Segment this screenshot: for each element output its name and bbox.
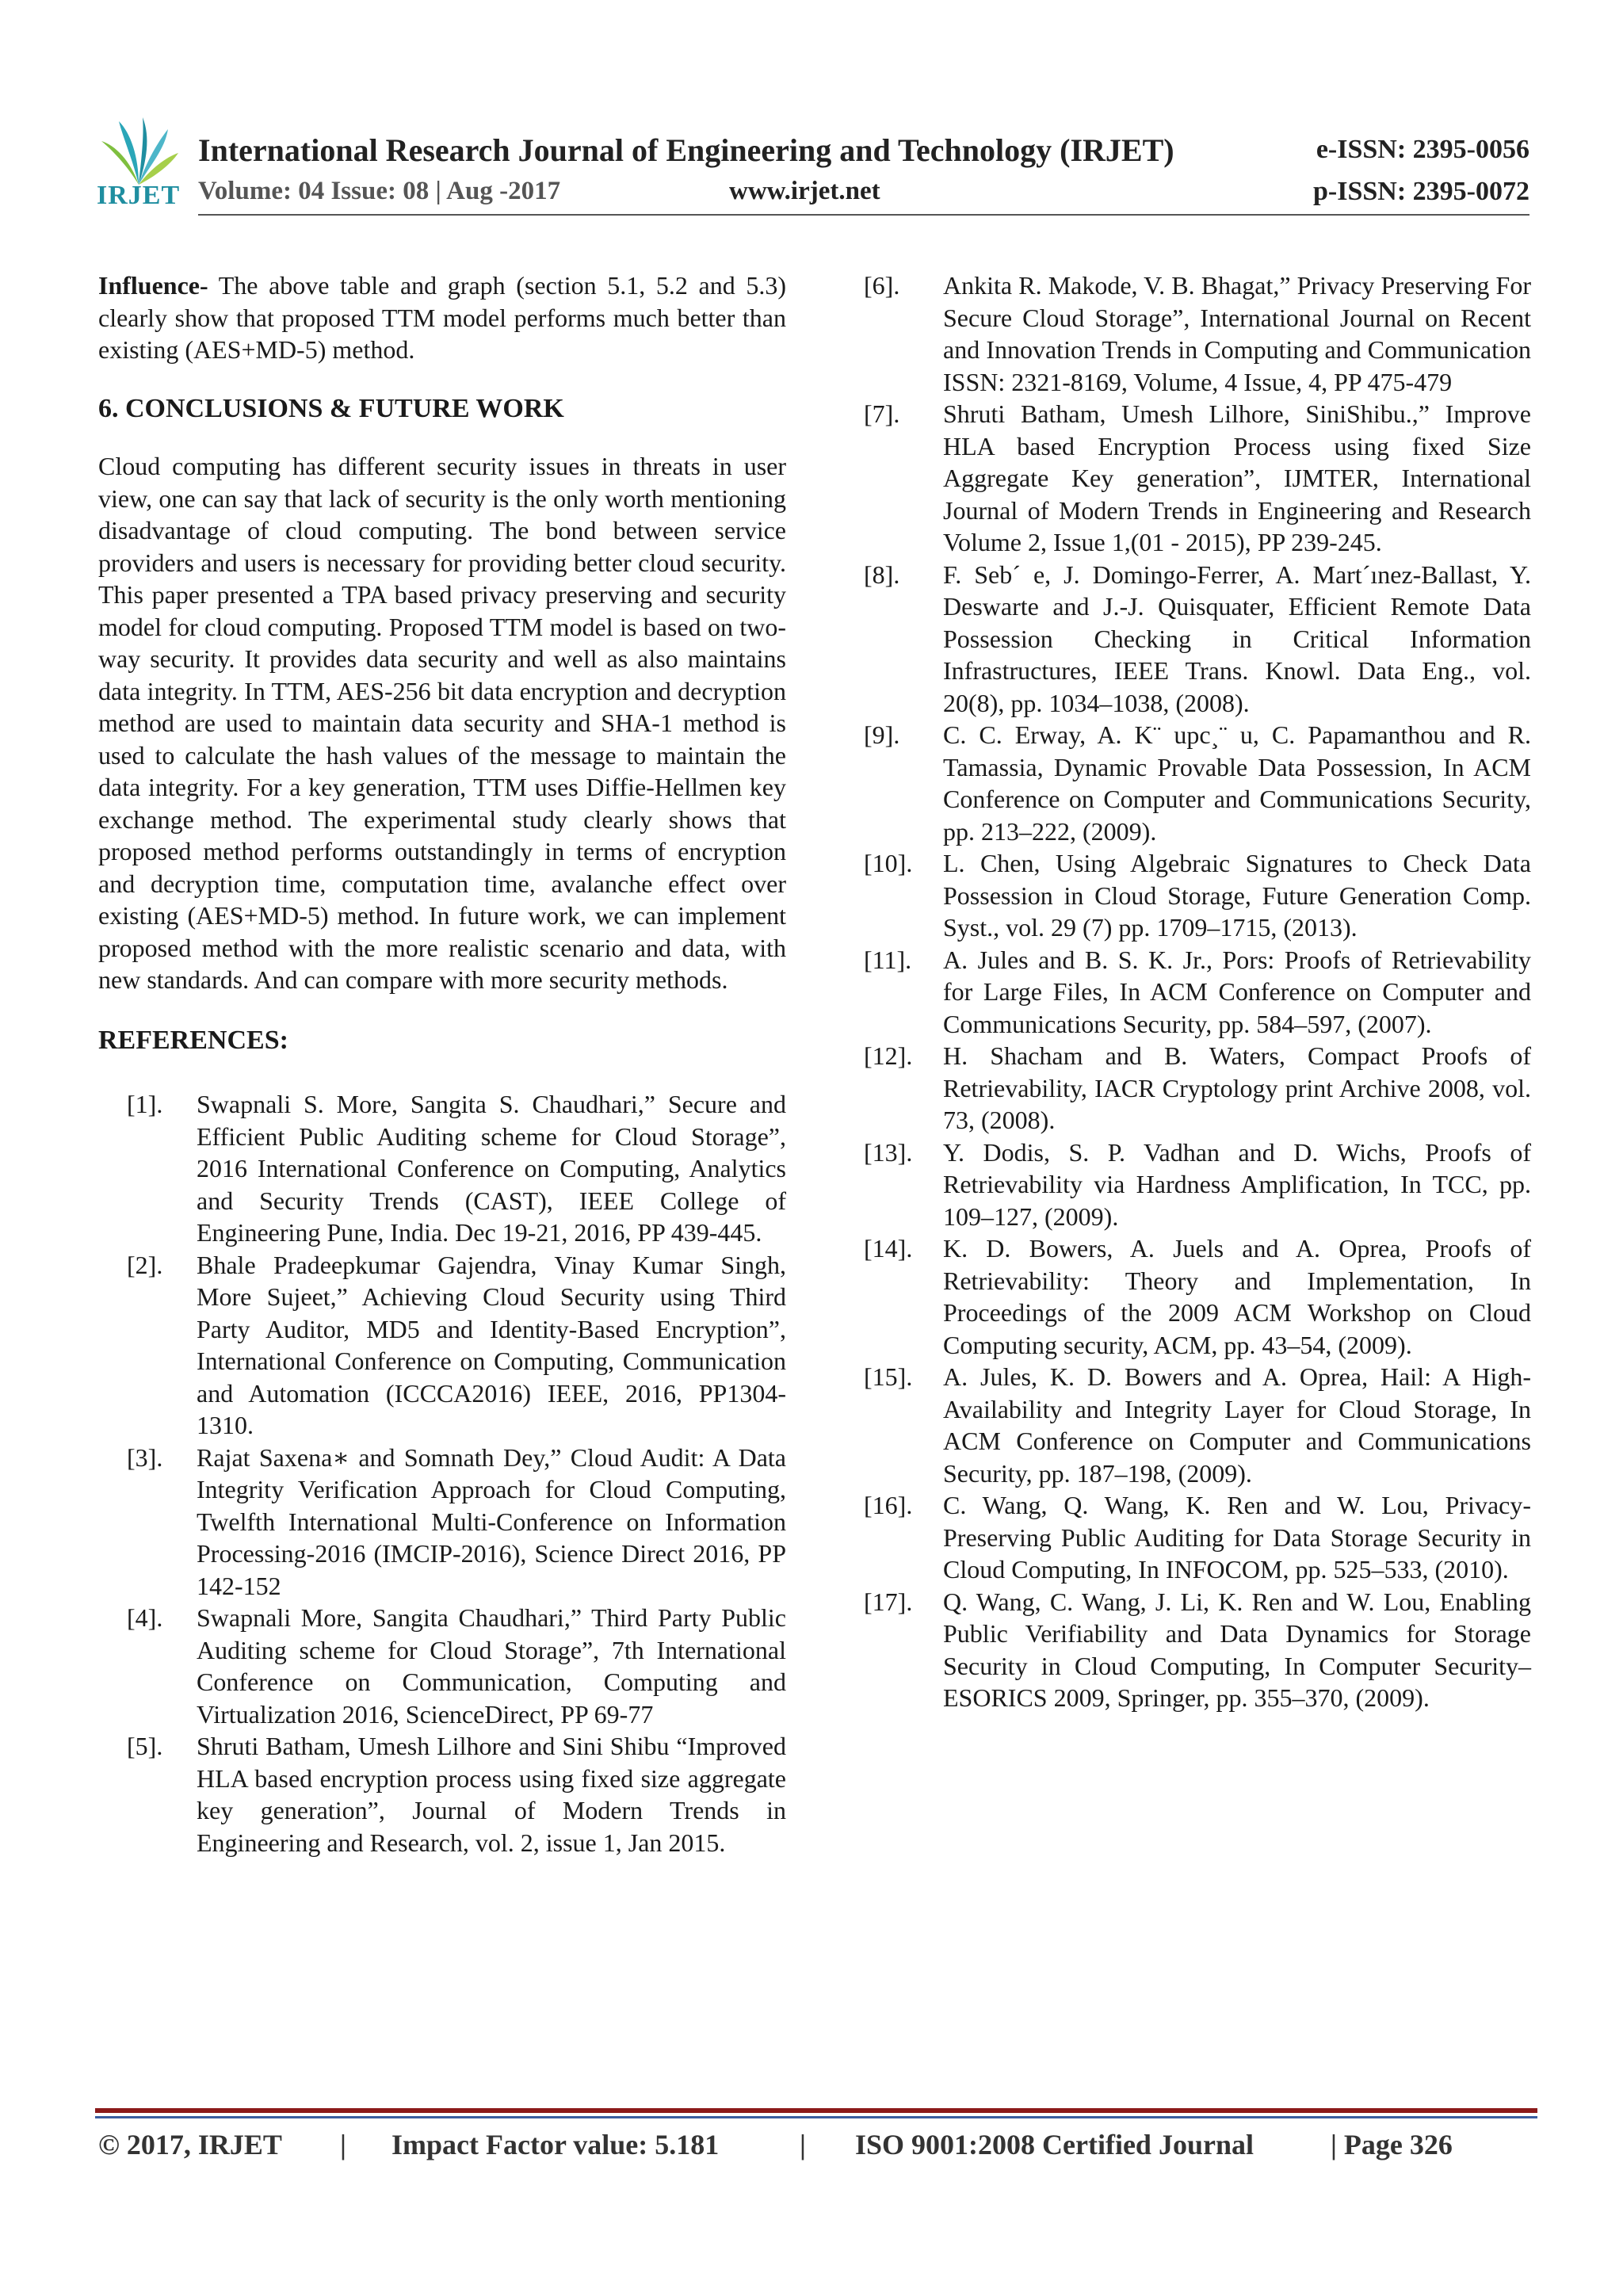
reference-item [98, 1249, 786, 1442]
reference-text: H. Shacham and B. Waters, Compact Proofs of Retrievability, IACR Cryptology print Archive 2008, vol. 73, (2008). [943, 1041, 1531, 1134]
reference-item [864, 1586, 1531, 1714]
reference-list-left [98, 1088, 786, 1859]
reference-number: [15]. [864, 1362, 913, 1391]
reference-text: Y. Dodis, S. P. Vadhan and D. Wichs, Proofs of Retrievability via Hardness Amplification, In TCC, pp. 109–127, (2009). [943, 1137, 1531, 1231]
left-column [98, 269, 786, 1859]
reference-item [864, 559, 1531, 720]
reference-number: [2]. [127, 1250, 163, 1279]
footer-rule-red [95, 2108, 1537, 2113]
footer-separator: | [800, 2129, 806, 2160]
conclusion-paragraph: Cloud computing has different security issues in threats in user view, one can say that lack of security is the only worth mentioning disadvantage of cloud computing. The bond between service providers and users is necessary for providing better cloud security. This paper presented a TPA based privacy preserving and security model for cloud computing. Proposed TTM model is based on two-way security. It provides data security and well as also maintains data integrity. In TTM, AES-256 bit data encryption and decryption method are used to maintain data security and SHA-1 method is used to calculate the hash values of the message to maintain the data integrity. For a key generation, TTM uses Diffie-Hellmen key exchange method. The experimental study clearly shows that proposed method performs outstandingly in terms of encryption and decryption time, computation time, avalanche effect over existing (AES+MD-5) method. In future work, we can implement proposed method with the more realistic scenario and data, with new standards. And can compare with more security methods. [98, 452, 786, 994]
footer-page-number: | Page 326 [1331, 2129, 1453, 2160]
page-header [95, 117, 1529, 220]
reference-text: Shruti Batham, Umesh Lilhore, SiniShibu.,” Improve HLA based Encryption Process using fixed Size Aggregate Key generation”, IJMTER, International Journal of Modern Trends in Engineering and Research Volume 2, Issue 1,(01 - 2015), PP 239-245. [943, 399, 1531, 556]
reference-item [864, 847, 1531, 944]
footer-iso: ISO 9001:2008 Certified Journal [855, 2129, 1254, 2160]
logo-text: IRJET [97, 181, 181, 210]
reference-list-right [864, 269, 1531, 1714]
reference-item [864, 1040, 1531, 1137]
influence-text: The above table and graph (section 5.1, 5.2 and 5.3) clearly show that proposed TTM model performs much better than existing (AES+MD-5) method. [98, 271, 786, 364]
journal-title: International Research Journal of Engineering and Technology (IRJET) [198, 132, 1174, 168]
references-heading: REFERENCES: [98, 1025, 288, 1055]
reference-text: A. Jules and B. S. K. Jr., Pors: Proofs of Retrievability for Large Files, In ACM Conference on Computer and Communications Security, pp. 584–597, (2007). [943, 945, 1531, 1038]
reference-number: [1]. [127, 1090, 163, 1118]
website-link[interactable]: www.irjet.net [729, 177, 880, 205]
reference-number: [4]. [127, 1603, 163, 1632]
footer-copyright: © 2017, IRJET [98, 2129, 282, 2160]
e-issn: e-ISSN: 2395-0056 [1316, 135, 1529, 164]
reference-text: C. C. Erway, A. K¨ upc¸¨ u, C. Papamanthou and R. Tamassia, Dynamic Provable Data Possession, In ACM Conference on Computer and Communications Security, pp. 213–222, (2009). [943, 720, 1531, 846]
reference-text: Ankita R. Makode, V. B. Bhagat,” Privacy Preserving For Secure Cloud Storage”, International Journal on Recent and Innovation Trends in Computing and Communication ISSN: 2321-8169, Volume, 4 Issue, 4, PP 475-479 [943, 271, 1531, 396]
reference-number: [9]. [864, 720, 900, 749]
reference-item [864, 1232, 1531, 1361]
reference-item [98, 1442, 786, 1603]
reference-text: Q. Wang, C. Wang, J. Li, K. Ren and W. Lou, Enabling Public Verifiability and Data Dynamics for Storage Security in Cloud Computing, In Computer Security– ESORICS 2009, Springer, pp. 355–370, (2009). [943, 1587, 1531, 1712]
reference-item [864, 719, 1531, 847]
reference-number: [13]. [864, 1137, 913, 1167]
reference-item [98, 1730, 786, 1859]
reference-item [864, 398, 1531, 559]
reference-item [98, 1088, 786, 1249]
reference-number: [5]. [127, 1732, 163, 1760]
reference-number: [10]. [864, 849, 913, 877]
reference-item [864, 1361, 1531, 1489]
reference-text: Bhale Pradeepkumar Gajendra, Vinay Kumar Singh, More Sujeet,” Achieving Cloud Security using Third Party Auditor, MD5 and Identity-Based Encryption”, International Conference on Computing, Communication and Automation (ICCCA2016) IEEE, 2016, PP1304-1310. [197, 1250, 786, 1439]
reference-item [864, 1137, 1531, 1233]
reference-text: Swapnali S. More, Sangita S. Chaudhari,” Secure and Efficient Public Auditing scheme for Cloud Storage”, 2016 International Conference on Computing, Analytics and Security Trends (CAST), IEEE College of Engineering Pune, India. Dec 19-21, 2016, PP 439-445. [197, 1090, 786, 1247]
reference-number: [16]. [864, 1491, 913, 1519]
p-issn: p-ISSN: 2395-0072 [1313, 177, 1529, 206]
reference-number: [11]. [864, 945, 912, 974]
reference-item [864, 944, 1531, 1041]
reference-item [98, 1602, 786, 1730]
right-column [864, 269, 1531, 1714]
reference-number: [8]. [864, 560, 900, 589]
influence-paragraph [98, 269, 786, 366]
volume-issue: Volume: 04 Issue: 08 | Aug -2017 [198, 177, 561, 205]
reference-item [864, 1489, 1531, 1586]
reference-number: [7]. [864, 399, 900, 428]
reference-text: L. Chen, Using Algebraic Signatures to Check Data Possession in Cloud Storage, Future Generation Comp. Syst., vol. 29 (7) pp. 1709–1715, (2013). [943, 849, 1531, 942]
footer-rule-blue [95, 2116, 1537, 2118]
footer-separator: | [340, 2129, 346, 2160]
reference-text: Swapnali More, Sangita Chaudhari,” Third Party Public Auditing scheme for Cloud Storage”, 7th International Conference on Communication, Computing and Virtualization 2016, ScienceDirect, PP 69-77 [197, 1603, 786, 1729]
reference-number: [6]. [864, 271, 900, 300]
reference-number: [3]. [127, 1442, 163, 1472]
reference-text: C. Wang, Q. Wang, K. Ren and W. Lou, Privacy-Preserving Public Auditing for Data Storage Security in Cloud Computing, In INFOCOM, pp. 525–533, (2010). [943, 1491, 1531, 1584]
reference-text: F. Seb´ e, J. Domingo-Ferrer, A. Mart´ınez-Ballast, Y. Deswarte and J.-J. Quisquater, Efficient Remote Data Possession Checking in Critical Information Infrastructures, IEEE Trans. Knowl. Data Eng., vol. 20(8), pp. 1034–1038, (2008). [943, 560, 1531, 717]
reference-number: [17]. [864, 1587, 913, 1616]
reference-number: [12]. [864, 1041, 913, 1070]
reference-number: [14]. [864, 1234, 913, 1263]
conclusion-heading: 6. CONCLUSIONS & FUTURE WORK [98, 393, 564, 423]
footer-impact-factor: Impact Factor value: 5.181 [391, 2129, 720, 2160]
reference-text: K. D. Bowers, A. Juels and A. Oprea, Proofs of Retrievability: Theory and Implementation, In Proceedings of the 2009 ACM Workshop on Cloud Computing security, ACM, pp. 43–54, (2009). [943, 1234, 1531, 1359]
irjet-logo-icon [95, 117, 182, 212]
header-divider [198, 214, 1529, 216]
influence-label: Influence- [98, 271, 208, 300]
reference-text: A. Jules, K. D. Bowers and A. Oprea, Hail: A High-Availability and Integrity Layer for Cloud Storage, In ACM Conference on Computer and Communications Security, pp. 187–198, (2009). [943, 1362, 1531, 1488]
reference-text: Shruti Batham, Umesh Lilhore and Sini Shibu “Improved HLA based encryption process using fixed size aggregate key generation”, Journal of Modern Trends in Engineering and Research, vol. 2, issue 1, Jan 2015. [197, 1732, 786, 1857]
reference-item [864, 269, 1531, 398]
reference-text: Rajat Saxena∗ and Somnath Dey,” Cloud Audit: A Data Integrity Verification Approach for Cloud Computing, Twelfth International Multi-Conference on Information Processing-2016 (IMCIP-2016), Science Direct 2016, PP 142-152 [197, 1442, 786, 1600]
